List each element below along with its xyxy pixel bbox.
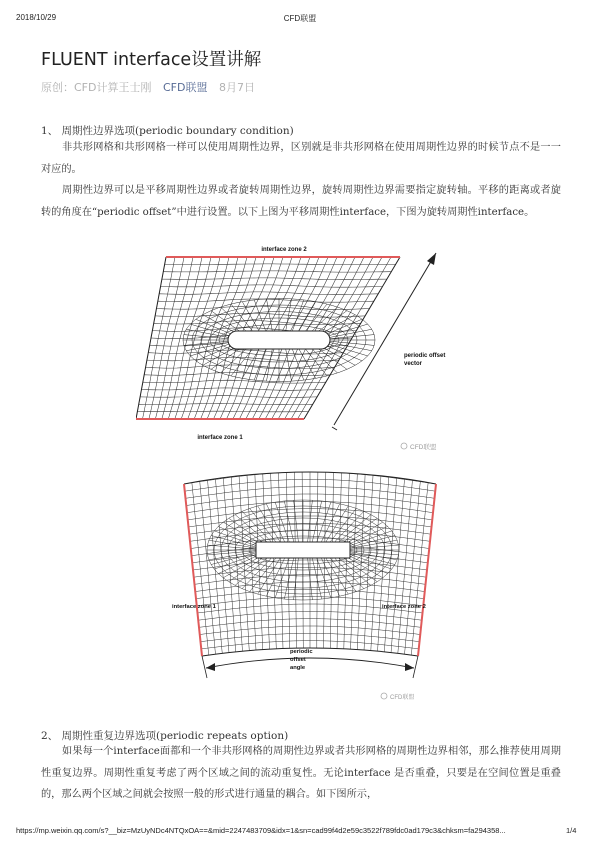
mesh-line <box>148 350 343 354</box>
section-1-paragraph-1: 非共形网格和共形网格一样可以使用周期性边界，区别就是非共形网格在使用周期性边界的时候节点不是一一对应的。 <box>41 142 561 175</box>
mesh-line <box>405 482 421 655</box>
offset-angle-label-2: offset <box>290 657 306 663</box>
offset-vector-arrowhead <box>427 253 436 265</box>
section-1-paragraph-2: 周期性边界可以是平移周期性边界或者旋转周期性边界，旋转周期性边界需要指定旋转轴。平移的距离或者旋转的角度在“periodic offset”中进行设置。以下上图为平移周期性interface，下图为旋转周期性interface。 <box>41 185 561 218</box>
mesh-line <box>200 482 216 655</box>
figure-1-watermark: CFD联盟 <box>410 444 437 451</box>
offset-vector-tail <box>332 427 337 430</box>
mesh-line <box>411 483 428 655</box>
mesh-line <box>317 502 331 542</box>
interface-zone-1-label: interface zone 1 <box>172 604 216 610</box>
mesh-line <box>229 518 267 545</box>
mesh-line <box>317 558 331 598</box>
figure-2-watermark: CFD联盟 <box>390 695 415 701</box>
block-obstacle <box>256 542 350 558</box>
mesh-line <box>229 555 267 582</box>
mesh-line <box>292 349 304 380</box>
mesh-line <box>218 526 261 546</box>
angle-left-tick <box>202 656 207 678</box>
angle-right-arrowhead <box>405 663 414 671</box>
mesh-line <box>254 349 266 380</box>
interface-zone-2-label: interface zone 2 <box>261 247 307 253</box>
mesh-line <box>165 264 396 265</box>
section-1-heading: 1、 周期性边界选项(periodic boundary condition) <box>41 125 294 137</box>
mesh-line <box>384 478 396 652</box>
article-source: 原创：CFD计算王士刚 <box>41 81 152 94</box>
mesh-line <box>321 557 340 596</box>
offset-angle-arc <box>206 658 414 668</box>
offset-vector-arrow <box>334 253 436 425</box>
mesh-line <box>192 483 209 655</box>
mesh-line <box>398 481 413 654</box>
interface-zone-2-edge <box>418 484 436 656</box>
interface-zone-1-edge <box>184 484 202 656</box>
section-2-heading: 2、 周期性重复边界选项(periodic repeats option) <box>41 730 289 742</box>
slot-obstacle <box>228 331 330 349</box>
rotational-periodic-figure <box>170 462 450 707</box>
section-2-paragraph-1: 如果每一个interface面都和一个非共形网格的周期性边界或者共形网格的周期性边界相邻，那么推荐使用周期性重复边界。周期性重复考虑了两个区域之间的流动重复性。无论interface 是否重叠，只要是在空间位置是重叠的，那么两个区域之间就会按照一般的形式进行通量的耦合。如下图所示， <box>41 746 561 800</box>
mesh-line <box>168 257 211 419</box>
mesh-line <box>391 479 405 653</box>
mesh-line <box>312 501 322 542</box>
watermark-icon <box>381 693 387 699</box>
page-url[interactable]: https://mp.weixin.qq.com/s?__biz=MzUyNDc4NTQxOA==&mid=2247483709&idx=1&sn=cad99f4d2e59c3522f789fdc0ad179c3&chksm=fa294358... <box>16 826 506 835</box>
mesh-line <box>294 500 299 542</box>
mesh-line <box>284 558 294 599</box>
mesh-line <box>321 504 340 543</box>
mesh-line <box>284 501 294 542</box>
mesh-line <box>275 558 289 598</box>
print-site-title: CFD联盟 <box>283 14 317 23</box>
mesh-line <box>345 526 388 546</box>
offset-angle-label-1: periodic <box>290 649 313 655</box>
translational-periodic-figure <box>136 245 466 455</box>
publish-date: 8月7日 <box>218 81 255 94</box>
article-meta <box>41 79 255 95</box>
page-number: 1/4 <box>566 826 577 835</box>
mesh-line <box>247 476 256 651</box>
angle-right-tick <box>413 656 418 678</box>
interface-zone-1-label: interface zone 1 <box>197 435 243 441</box>
interface-zone-2-label: interface zone 2 <box>382 604 426 610</box>
article-title: FLUENT interface设置讲解 <box>41 50 262 70</box>
offset-vector-label-2: vector <box>404 361 423 367</box>
watermark-icon <box>401 443 407 449</box>
offset-vector-label-1: periodic offset <box>404 353 446 359</box>
account-link[interactable]: CFD联盟 <box>162 81 208 94</box>
mesh-line <box>143 257 176 419</box>
angle-left-arrowhead <box>206 663 215 671</box>
print-date: 2018/10/29 <box>16 13 57 22</box>
offset-angle-label-3: angle <box>290 665 306 671</box>
mesh-line <box>267 299 273 331</box>
